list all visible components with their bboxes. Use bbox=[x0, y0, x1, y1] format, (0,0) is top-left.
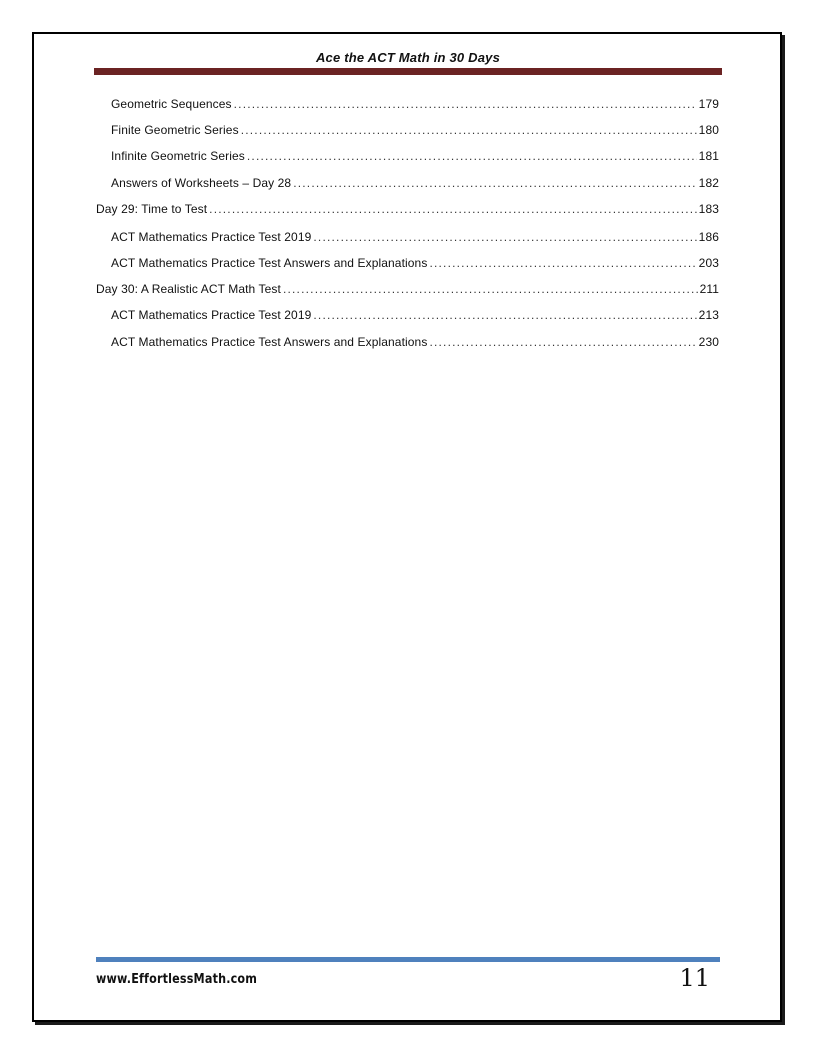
toc-entry-page: 181 bbox=[698, 149, 719, 164]
toc-entry-title: Geometric Sequences bbox=[111, 97, 232, 111]
toc-entry-title: Day 29: Time to Test bbox=[96, 201, 208, 216]
toc-entry[interactable] bbox=[96, 305, 719, 331]
toc-entry-title: Answers of Worksheets – Day 28 bbox=[111, 175, 292, 190]
toc-dot-leader bbox=[429, 253, 696, 273]
toc-entry[interactable] bbox=[96, 332, 719, 358]
toc-dot-leader bbox=[429, 332, 696, 352]
toc-dot-leader bbox=[293, 173, 696, 193]
toc-entry[interactable] bbox=[96, 120, 719, 146]
toc-entry-title: ACT Mathematics Practice Test 2019 bbox=[111, 308, 312, 323]
toc-entry-page: 183 bbox=[698, 201, 719, 216]
toc-dot-leader bbox=[247, 146, 697, 166]
toc-entry-title: ACT Mathematics Practice Test 2019 bbox=[111, 229, 312, 244]
toc-entry-title: ACT Mathematics Practice Test Answers and Explanations bbox=[111, 255, 428, 270]
footer-rule bbox=[96, 957, 720, 962]
toc-chapter-entry[interactable] bbox=[96, 279, 719, 305]
toc-dot-leader bbox=[209, 199, 697, 219]
running-header-title: Ace the ACT Math in 30 Days bbox=[315, 50, 501, 65]
toc-entry-title: Day 30: A Realistic ACT Math Test bbox=[96, 282, 281, 297]
toc-entry[interactable] bbox=[96, 227, 719, 253]
toc-entry[interactable] bbox=[96, 146, 719, 172]
footer-website: www.EffortlessMath.com bbox=[96, 972, 258, 987]
header-rule bbox=[94, 68, 722, 75]
toc-entry-title: ACT Mathematics Practice Test Answers and Explanations bbox=[111, 334, 428, 349]
toc-dot-leader bbox=[313, 305, 696, 325]
toc-dot-leader bbox=[313, 227, 696, 247]
toc-dot-leader bbox=[234, 94, 697, 114]
toc-entry-page: 213 bbox=[698, 308, 719, 323]
toc-entry-page: 179 bbox=[698, 97, 719, 111]
toc-entry-page: 203 bbox=[698, 255, 719, 270]
toc-chapter-entry[interactable] bbox=[96, 199, 719, 227]
toc-entry-page: 230 bbox=[698, 334, 719, 349]
toc-dot-leader bbox=[283, 279, 698, 299]
toc-entry[interactable] bbox=[96, 253, 719, 279]
table-of-contents bbox=[96, 94, 719, 358]
toc-entry-page: 180 bbox=[698, 123, 719, 138]
toc-entry-page: 211 bbox=[699, 282, 719, 297]
toc-entry-page: 186 bbox=[698, 229, 719, 244]
toc-entry[interactable] bbox=[96, 173, 719, 199]
toc-entry[interactable] bbox=[96, 94, 719, 120]
toc-entry-page: 182 bbox=[698, 175, 719, 190]
toc-dot-leader bbox=[241, 120, 697, 140]
toc-entry-title: Finite Geometric Series bbox=[111, 123, 239, 138]
page-number: 11 bbox=[679, 964, 710, 992]
toc-entry-title: Infinite Geometric Series bbox=[111, 149, 245, 164]
